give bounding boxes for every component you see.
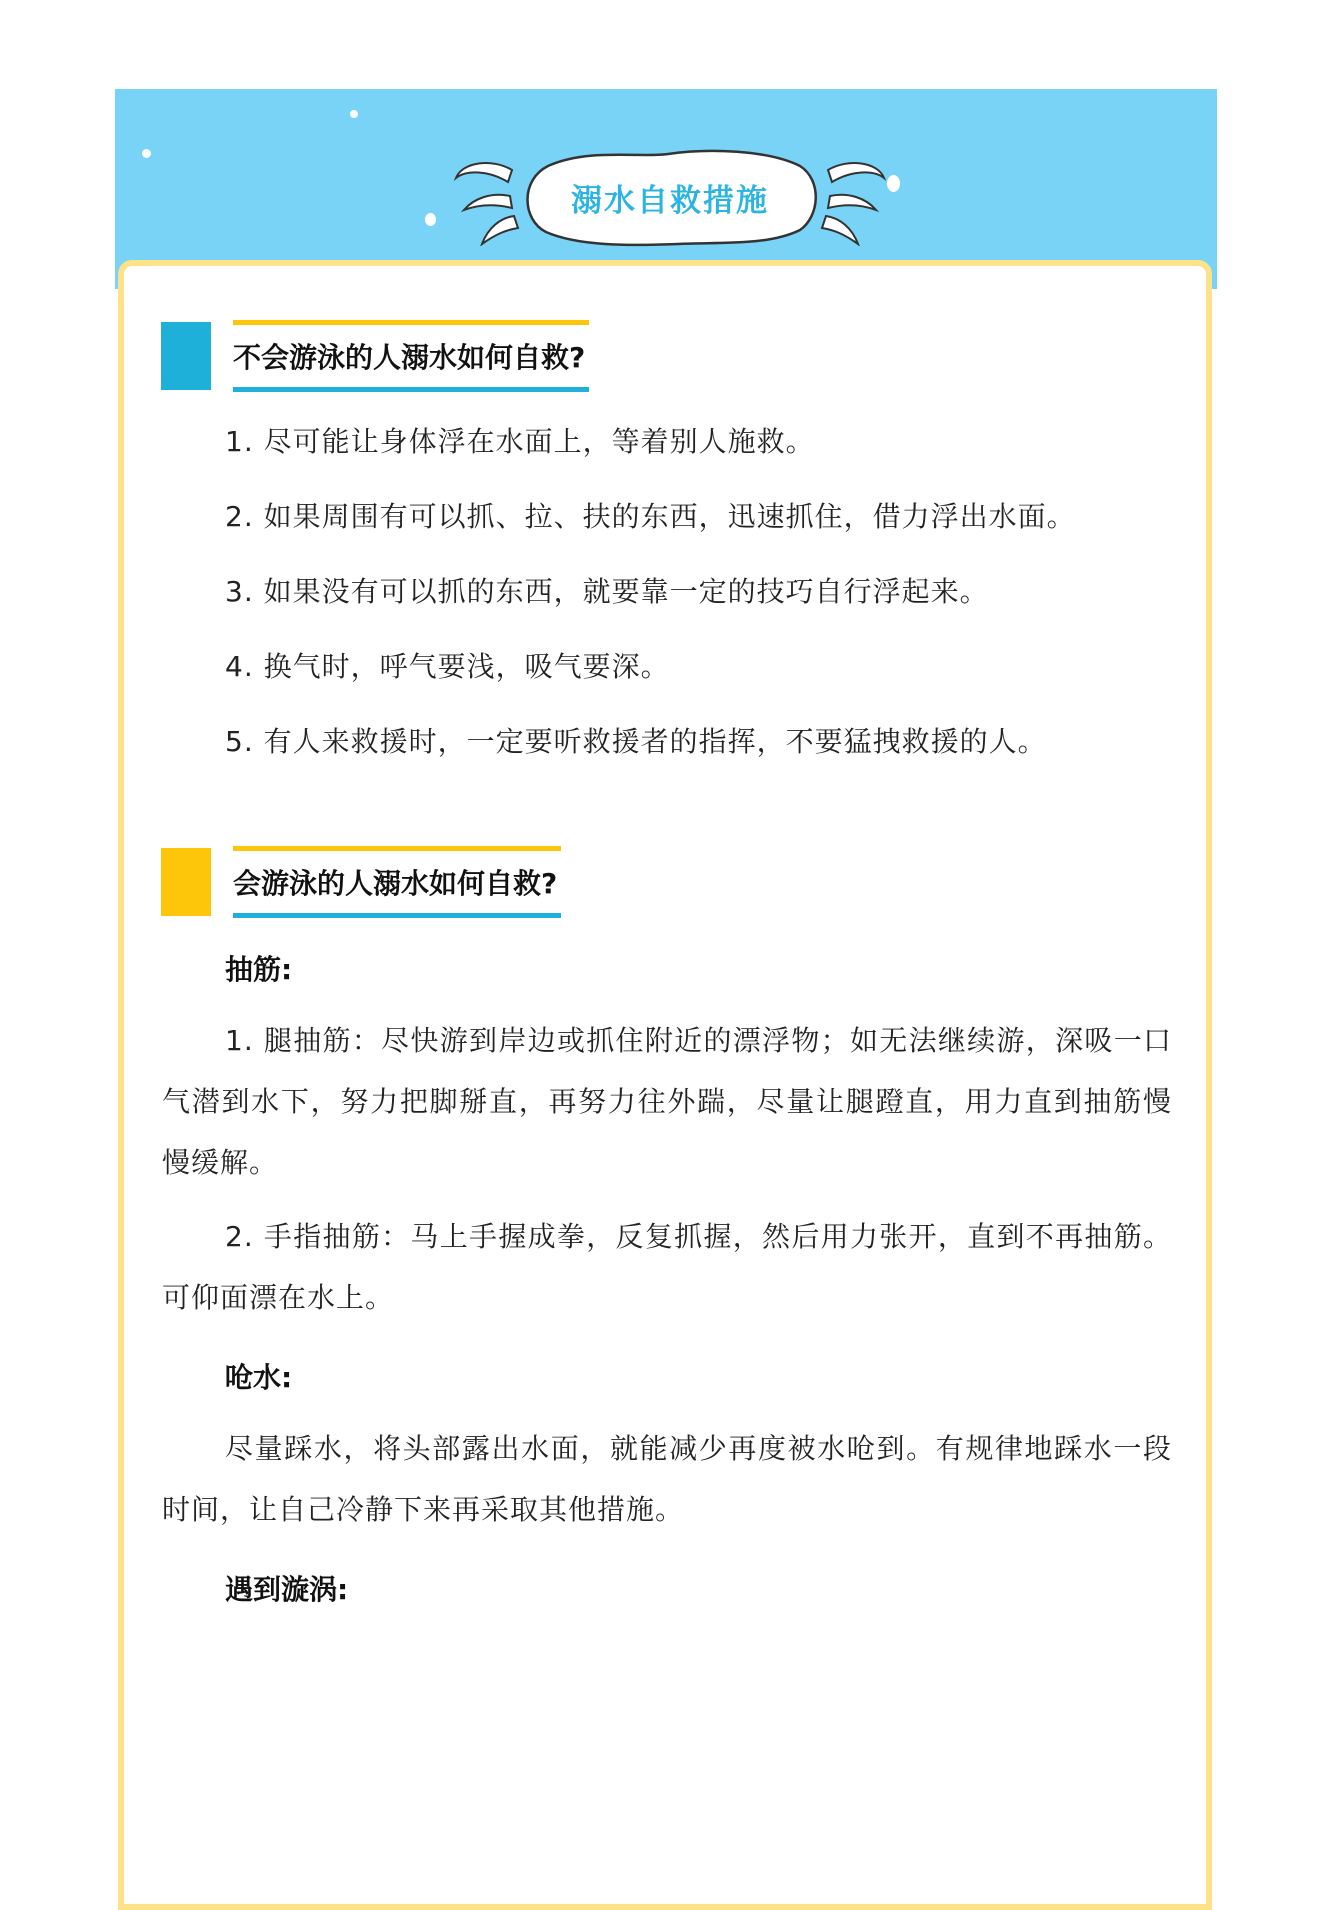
section-marker-blue	[161, 322, 211, 390]
paragraph: 2. 手指抽筋：马上手握成拳，反复抓握，然后用力张开，直到不再抽筋。可仰面漂在水上。	[162, 1220, 1172, 1314]
list-item: 5. 有人来救援时，一定要听救援者的指挥，不要猛拽救援的人。	[225, 725, 1047, 758]
section-title: 不会游泳的人溺水如何自救?	[233, 320, 589, 392]
section-header	[161, 320, 661, 392]
paragraph: 1. 腿抽筋：尽快游到岸边或抓住附近的漂浮物；如无法继续游，深吸一口气潜到水下，努力把脚掰直，再努力往外踹，尽量让腿蹬直，用力直到抽筋慢慢缓解。	[162, 1024, 1172, 1179]
list-item: 4. 换气时，呼气要浅，吸气要深。	[225, 650, 670, 683]
water-drop-decoration	[887, 175, 900, 192]
section-header	[161, 846, 661, 918]
list-item: 3. 如果没有可以抓的东西，就要靠一定的技巧自行浮起来。	[225, 575, 989, 608]
paragraph: 尽量踩水，将头部露出水面，就能减少再度被水呛到。有规律地踩水一段时间，让自己冷静下来再采取其他措施。	[162, 1432, 1172, 1526]
list-item: 2. 如果周围有可以抓、拉、扶的东西，迅速抓住，借力浮出水面。	[225, 500, 1076, 533]
water-drop-decoration	[142, 149, 151, 158]
subheading-cramp: 抽筋:	[225, 953, 293, 986]
water-drop-decoration	[425, 213, 436, 226]
subheading-choke: 呛水:	[225, 1361, 293, 1394]
water-splash-left-icon	[452, 156, 522, 246]
banner-title: 溺水自救措施	[571, 182, 769, 219]
subheading-whirlpool: 遇到漩涡:	[225, 1573, 349, 1606]
section-marker-yellow	[161, 848, 211, 916]
water-splash-right-icon	[818, 156, 888, 246]
water-drop-decoration	[350, 110, 358, 118]
section-title: 会游泳的人溺水如何自救?	[233, 846, 561, 918]
list-item: 1. 尽可能让身体浮在水面上，等着别人施救。	[225, 425, 815, 458]
